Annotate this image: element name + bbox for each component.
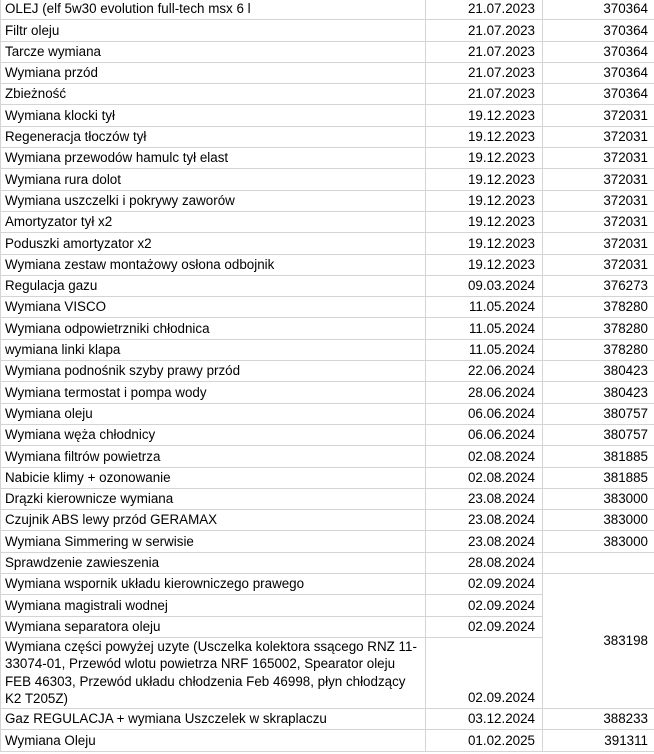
cell-date[interactable]: 21.07.2023 xyxy=(426,62,543,83)
cell-date[interactable]: 11.05.2024 xyxy=(426,297,543,318)
table-row xyxy=(1,126,654,147)
cell-number[interactable]: 372031 xyxy=(543,126,654,147)
cell-description[interactable]: Filtr oleju xyxy=(1,20,426,41)
cell-description[interactable]: Wymiana VISCO xyxy=(1,297,426,318)
cell-date[interactable]: 19.12.2023 xyxy=(426,169,543,190)
table-row xyxy=(1,531,654,552)
cell-date[interactable]: 03.12.2024 xyxy=(426,708,543,729)
cell-date[interactable]: 19.12.2023 xyxy=(426,254,543,275)
table-row xyxy=(1,41,654,62)
table-row xyxy=(1,552,654,573)
table-row xyxy=(1,424,654,445)
table-row xyxy=(1,233,654,254)
cell-date[interactable]: 19.12.2023 xyxy=(426,126,543,147)
cell-number[interactable]: 372031 xyxy=(543,105,654,126)
cell-description[interactable]: Gaz REGULACJA + wymiana Uszczelek w skraplaczu xyxy=(1,708,426,729)
cell-number[interactable]: 372031 xyxy=(543,190,654,211)
cell-number[interactable]: 372031 xyxy=(543,211,654,232)
table-row xyxy=(1,297,654,318)
cell-date[interactable]: 19.12.2023 xyxy=(426,190,543,211)
table-row xyxy=(1,0,654,20)
cell-date[interactable]: 22.06.2024 xyxy=(426,361,543,382)
cell-number[interactable]: 380757 xyxy=(543,424,654,445)
table-row xyxy=(1,20,654,41)
table-row xyxy=(1,403,654,424)
cell-date[interactable]: 11.05.2024 xyxy=(426,318,543,339)
cell-date[interactable]: 28.06.2024 xyxy=(426,382,543,403)
table-row xyxy=(1,318,654,339)
cell-description[interactable]: Poduszki amortyzator x2 xyxy=(1,233,426,254)
cell-date[interactable]: 23.08.2024 xyxy=(426,510,543,531)
cell-description[interactable]: Wymiana wspornik układu kierowniczego prawego xyxy=(1,574,426,595)
cell-number[interactable]: 372031 xyxy=(543,254,654,275)
cell-date[interactable]: 19.12.2023 xyxy=(426,211,543,232)
cell-description[interactable]: Tarcze wymiana xyxy=(1,41,426,62)
cell-description[interactable]: Wymiana podnośnik szyby prawy przód xyxy=(1,361,426,382)
cell-number[interactable] xyxy=(543,552,654,573)
table-row xyxy=(1,446,654,467)
cell-description[interactable]: Regulacja gazu xyxy=(1,275,426,296)
cell-description[interactable]: Nabicie klimy + ozonowanie xyxy=(1,467,426,488)
cell-number[interactable]: 391311 xyxy=(543,730,654,751)
cell-date[interactable]: 21.07.2023 xyxy=(426,0,543,20)
table-row xyxy=(1,211,654,232)
cell-number[interactable]: 383000 xyxy=(543,488,654,509)
service-history-body xyxy=(1,0,654,751)
table-row xyxy=(1,190,654,211)
table-row xyxy=(1,708,654,729)
cell-date[interactable]: 02.09.2024 xyxy=(426,616,543,637)
cell-date[interactable]: 21.07.2023 xyxy=(426,84,543,105)
cell-description[interactable]: Sprawdzenie zawieszenia xyxy=(1,552,426,573)
cell-date[interactable]: 23.08.2024 xyxy=(426,531,543,552)
cell-description[interactable]: Wymiana uszczelki i pokrywy zaworów xyxy=(1,190,426,211)
cell-date[interactable]: 09.03.2024 xyxy=(426,275,543,296)
cell-date[interactable]: 28.08.2024 xyxy=(426,552,543,573)
cell-description[interactable]: Wymiana oleju xyxy=(1,403,426,424)
cell-date[interactable]: 19.12.2023 xyxy=(426,105,543,126)
cell-date[interactable]: 06.06.2024 xyxy=(426,424,543,445)
cell-description[interactable]: Wymiana przód xyxy=(1,62,426,83)
cell-description[interactable]: Wymiana separatora oleju xyxy=(1,616,426,637)
cell-number[interactable]: 380757 xyxy=(543,403,654,424)
table-row xyxy=(1,361,654,382)
cell-number[interactable]: 370364 xyxy=(543,20,654,41)
table-row xyxy=(1,254,654,275)
cell-date[interactable]: 19.12.2023 xyxy=(426,148,543,169)
cell-description[interactable]: Wymiana Oleju xyxy=(1,730,426,751)
cell-number[interactable]: 370364 xyxy=(543,84,654,105)
cell-date[interactable]: 11.05.2024 xyxy=(426,339,543,360)
cell-description[interactable]: Wymiana Simmering w serwisie xyxy=(1,531,426,552)
table-row xyxy=(1,730,654,751)
table-row xyxy=(1,488,654,509)
table-row xyxy=(1,382,654,403)
table-row xyxy=(1,105,654,126)
cell-number[interactable]: 380423 xyxy=(543,382,654,403)
cell-description[interactable]: Wymiana zestaw montażowy osłona odbojnik xyxy=(1,254,426,275)
cell-number-merged[interactable]: 383198 xyxy=(543,574,654,709)
cell-date[interactable]: 21.07.2023 xyxy=(426,20,543,41)
table-row xyxy=(1,169,654,190)
cell-date[interactable]: 02.08.2024 xyxy=(426,467,543,488)
cell-number[interactable]: 388233 xyxy=(543,708,654,729)
cell-number[interactable]: 370364 xyxy=(543,62,654,83)
table-row xyxy=(1,467,654,488)
cell-date[interactable]: 01.02.2025 xyxy=(426,730,543,751)
cell-number[interactable]: 370364 xyxy=(543,41,654,62)
cell-date[interactable]: 02.09.2024 xyxy=(426,637,543,708)
cell-description[interactable]: Wymiana węża chłodnicy xyxy=(1,424,426,445)
cell-number[interactable]: 372031 xyxy=(543,148,654,169)
cell-number[interactable]: 380423 xyxy=(543,361,654,382)
cell-description[interactable]: Wymiana odpowietrzniki chłodnica xyxy=(1,318,426,339)
table-row xyxy=(1,275,654,296)
cell-description[interactable]: Wymiana termostat i pompa wody xyxy=(1,382,426,403)
cell-number[interactable]: 378280 xyxy=(543,339,654,360)
cell-number[interactable]: 378280 xyxy=(543,318,654,339)
cell-number[interactable]: 370364 xyxy=(543,0,654,20)
cell-number[interactable]: 372031 xyxy=(543,169,654,190)
cell-number[interactable]: 372031 xyxy=(543,233,654,254)
cell-number[interactable]: 383000 xyxy=(543,531,654,552)
cell-description[interactable]: Wymiana przewodów hamulc tył elast xyxy=(1,148,426,169)
cell-date[interactable]: 23.08.2024 xyxy=(426,488,543,509)
cell-description[interactable]: Regeneracja tłoczów tył xyxy=(1,126,426,147)
cell-description[interactable]: Wymiana magistrali wodnej xyxy=(1,595,426,616)
cell-description[interactable]: Zbieżność xyxy=(1,84,426,105)
cell-description[interactable]: Czujnik ABS lewy przód GERAMAX xyxy=(1,510,426,531)
cell-description[interactable]: Drązki kierownicze wymiana xyxy=(1,488,426,509)
cell-date[interactable]: 02.08.2024 xyxy=(426,446,543,467)
cell-number[interactable]: 376273 xyxy=(543,275,654,296)
cell-date[interactable]: 19.12.2023 xyxy=(426,233,543,254)
cell-description[interactable]: Wymiana części powyżej uzyte (Usczelka kolektora ssącego RNZ 11-33074-01, Przewód wlotu powietrza NRF 165002, Spearator oleju FEB 46303, Przewód układu chłodzenia Feb 46998, płyn chłodzący K2 T205Z) xyxy=(1,637,426,708)
cell-number[interactable]: 381885 xyxy=(543,446,654,467)
cell-number[interactable]: 381885 xyxy=(543,467,654,488)
cell-date[interactable]: 02.09.2024 xyxy=(426,574,543,595)
table-row xyxy=(1,62,654,83)
table-row xyxy=(1,84,654,105)
cell-date[interactable]: 02.09.2024 xyxy=(426,595,543,616)
cell-date[interactable]: 21.07.2023 xyxy=(426,41,543,62)
cell-number[interactable]: 378280 xyxy=(543,297,654,318)
table-row xyxy=(1,574,654,595)
table-row xyxy=(1,148,654,169)
cell-description[interactable]: Wymiana rura dolot xyxy=(1,169,426,190)
table-row xyxy=(1,339,654,360)
cell-description[interactable]: wymiana linki klapa xyxy=(1,339,426,360)
cell-date[interactable]: 06.06.2024 xyxy=(426,403,543,424)
cell-description[interactable]: Wymiana filtrów powietrza xyxy=(1,446,426,467)
cell-description[interactable]: Amortyzator tył x2 xyxy=(1,211,426,232)
cell-description[interactable]: OLEJ (elf 5w30 evolution full-tech msx 6 l xyxy=(1,0,426,20)
table-row xyxy=(1,510,654,531)
cell-number[interactable]: 383000 xyxy=(543,510,654,531)
cell-description[interactable]: Wymiana klocki tył xyxy=(1,105,426,126)
